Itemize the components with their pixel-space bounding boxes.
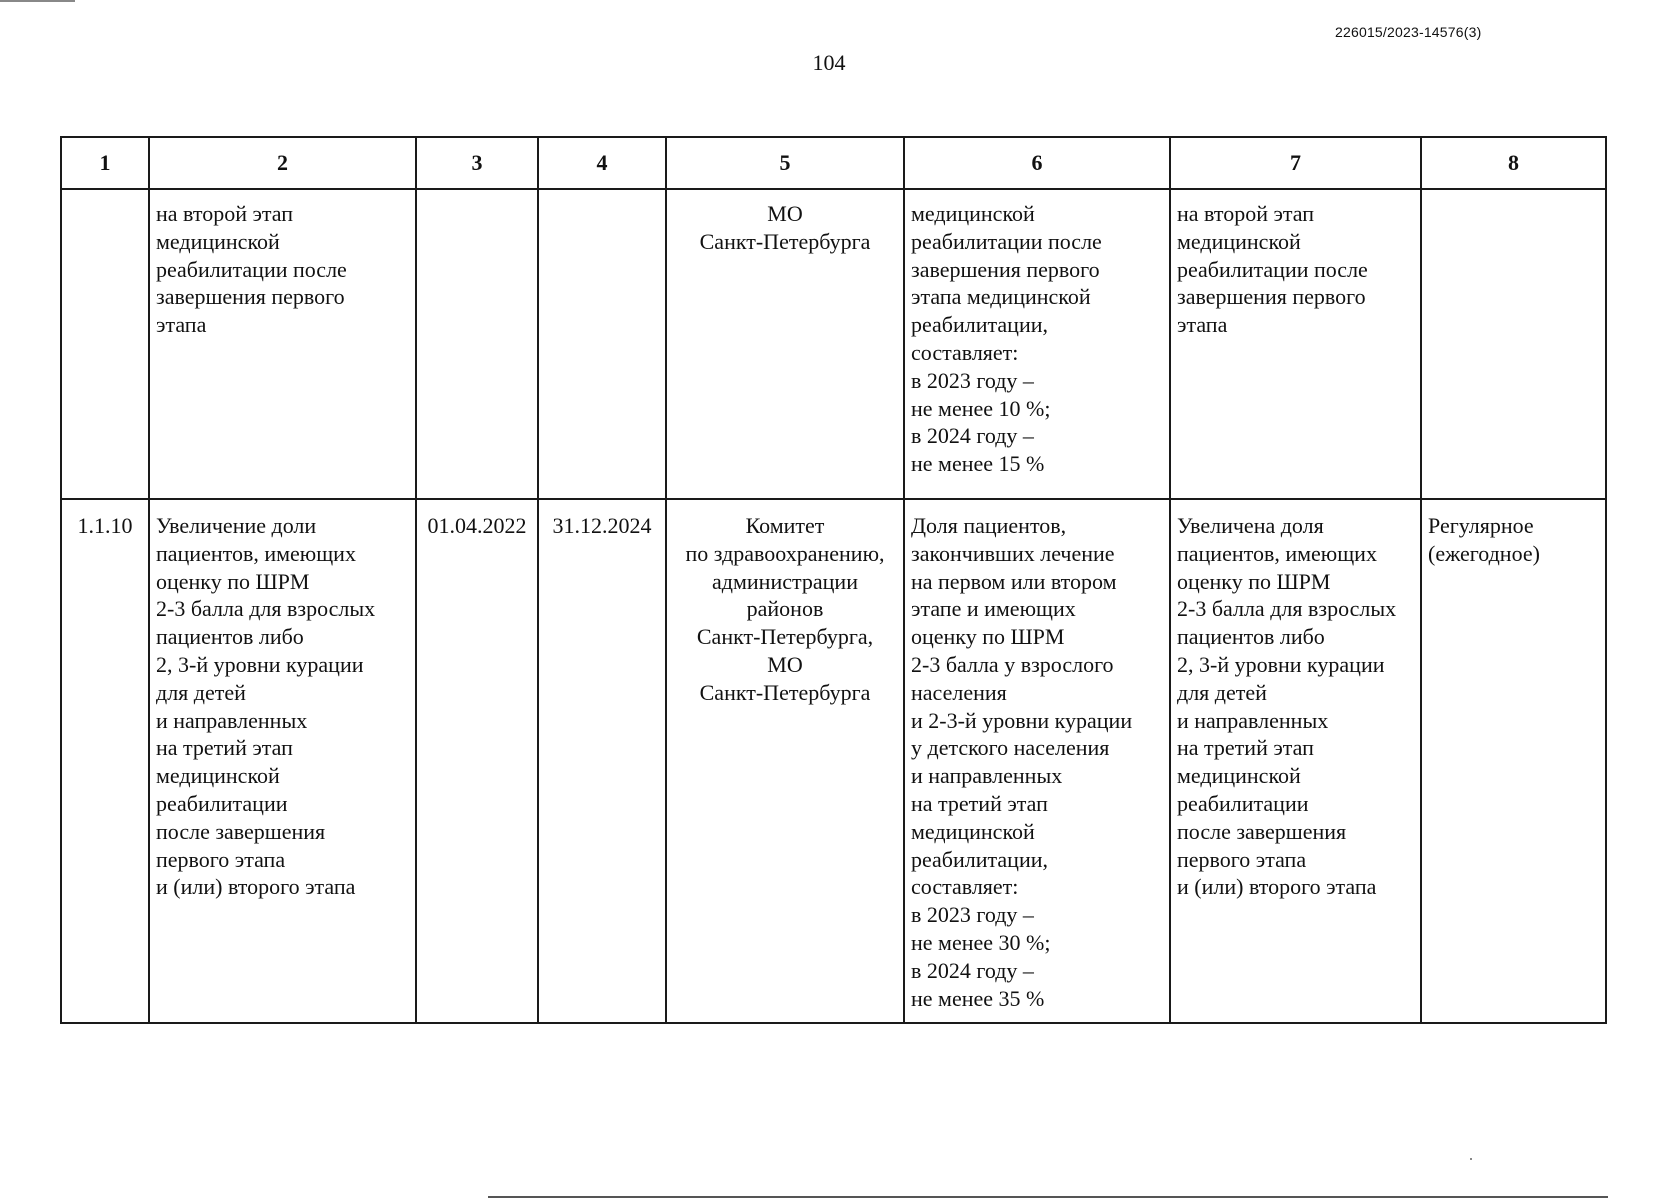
column-header: 4 <box>538 137 666 189</box>
cell-indicator: Доля пациентов, закончивших лечение на первом или втором этапе и имеющих оценку по ШРМ 2-3 балла у взрослого населения и 2-3-й уровни курации у детского населения и направленных на третий этап медицинской реабилитации, составляет: в 2023 году – не менее 30 %; в 2024 году – не менее 35 % <box>904 499 1170 1023</box>
cell-responsible: Комитет по здравоохранению, администрации районов Санкт-Петербурга, МО Санкт-Петербурга <box>666 499 904 1023</box>
column-header: 5 <box>666 137 904 189</box>
cell-end-date: 31.12.2024 <box>538 499 666 1023</box>
scan-speck <box>1470 1158 1472 1160</box>
column-header: 1 <box>61 137 149 189</box>
cell-start-date: 01.04.2022 <box>416 499 538 1023</box>
cell-control-type <box>1421 189 1606 499</box>
cell-indicator: медицинской реабилитации после завершения первого этапа медицинской реабилитации, составляет: в 2023 году – не менее 10 %; в 2024 году – не менее 15 % <box>904 189 1170 499</box>
measures-table <box>60 136 1607 1024</box>
cell-number: 1.1.10 <box>61 499 149 1023</box>
column-header: 2 <box>149 137 416 189</box>
scan-bottom-line <box>488 1196 1608 1198</box>
document-registration-number: 226015/2023-14576(3) <box>1335 24 1482 40</box>
cell-start-date <box>416 189 538 499</box>
table-row <box>61 189 1606 499</box>
cell-measure: на второй этап медицинской реабилитации после завершения первого этапа <box>149 189 416 499</box>
column-header: 6 <box>904 137 1170 189</box>
scan-edge-line <box>0 0 75 2</box>
cell-control-type: Регулярное (ежегодное) <box>1421 499 1606 1023</box>
table-row <box>61 499 1606 1023</box>
page-number: 104 <box>812 50 846 75</box>
cell-measure: Увеличение доли пациентов, имеющих оценку по ШРМ 2-3 балла для взрослых пациентов либо 2, 3-й уровни курации для детей и направленных на третий этап медицинской реабилитации после завершения первого этапа и (или) второго этапа <box>149 499 416 1023</box>
cell-responsible: МО Санкт-Петербурга <box>666 189 904 499</box>
cell-result: на второй этап медицинской реабилитации после завершения первого этапа <box>1170 189 1421 499</box>
column-header: 8 <box>1421 137 1606 189</box>
cell-end-date <box>538 189 666 499</box>
cell-number <box>61 189 149 499</box>
cell-result: Увеличена доля пациентов, имеющих оценку по ШРМ 2-3 балла для взрослых пациентов либо 2, 3-й уровни курации для детей и направленных на третий этап медицинской реабилитации после завершения первого этапа и (или) второго этапа <box>1170 499 1421 1023</box>
table-header-row <box>61 137 1606 189</box>
column-header: 7 <box>1170 137 1421 189</box>
column-header: 3 <box>416 137 538 189</box>
